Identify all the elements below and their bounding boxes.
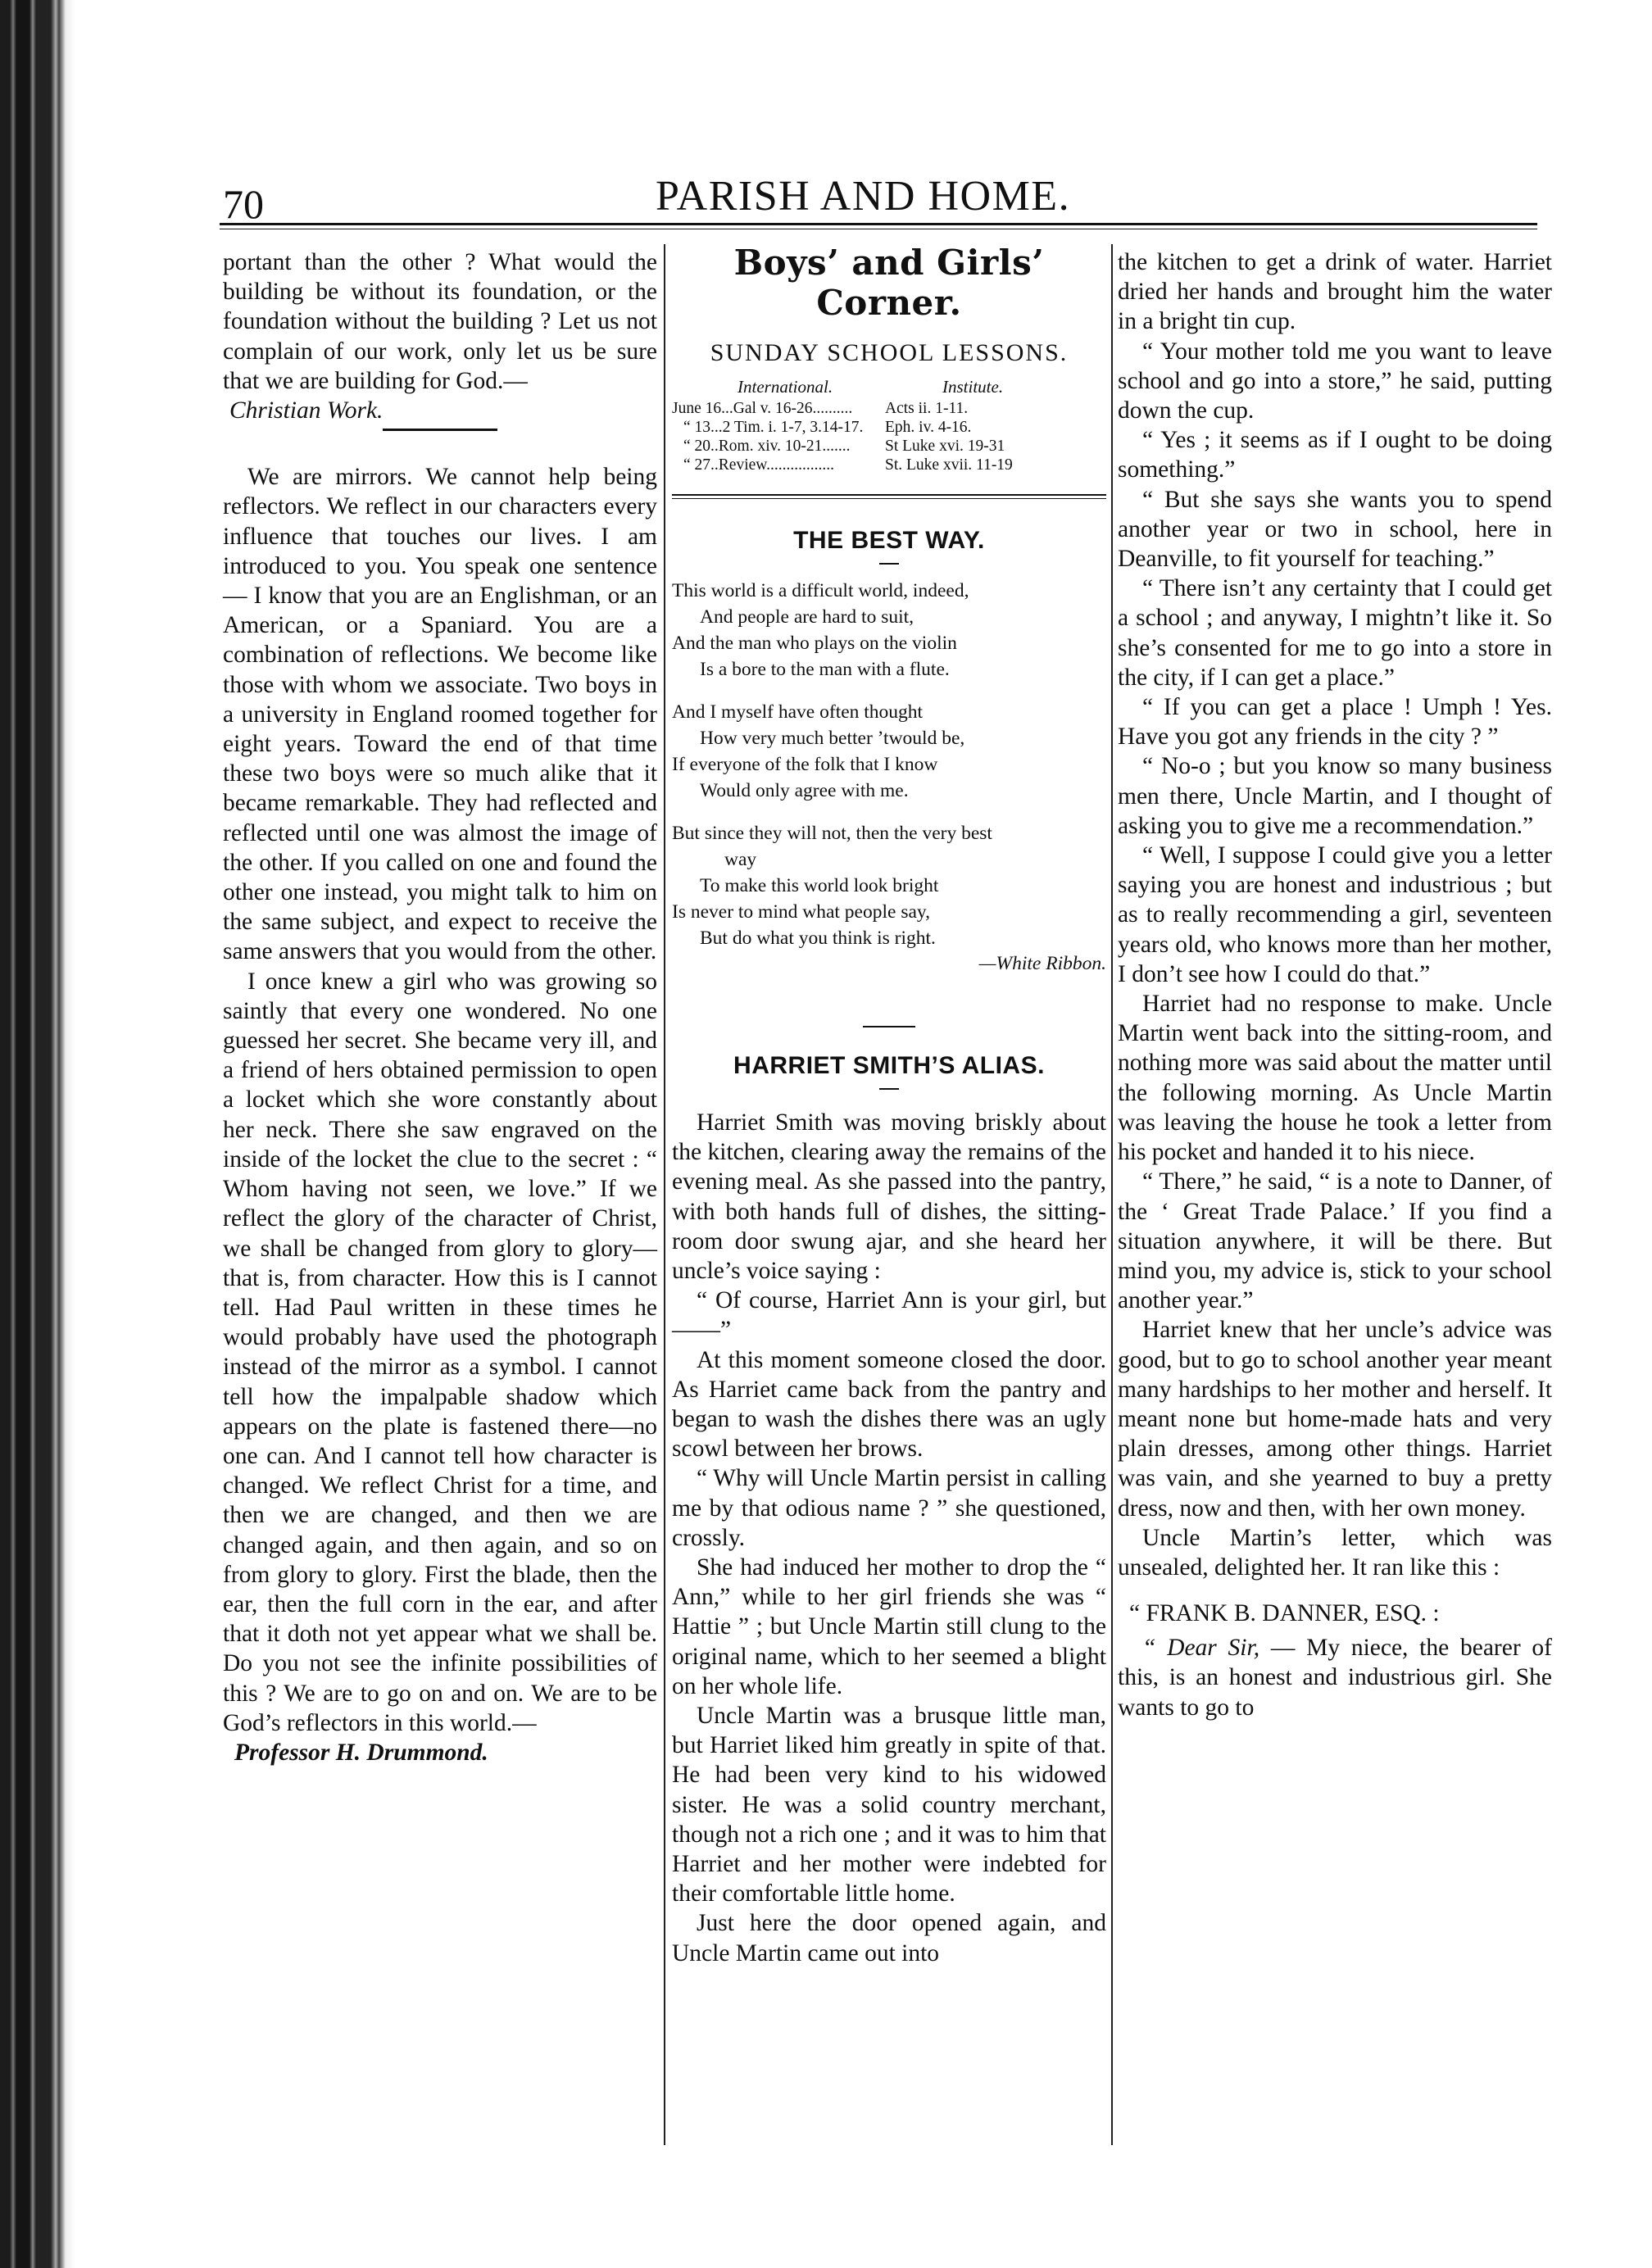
poem-line: way [724, 849, 757, 870]
lessons-table [672, 399, 1106, 474]
lesson-row [672, 399, 1106, 418]
intro-source: Christian Work. [229, 397, 384, 424]
corner-title: Boys’ and Girls’ Corner. [733, 243, 1045, 323]
story-paragraph: “ Why will Uncle Martin persist in calling me by that odious name ? ” she questioned, crossly. [672, 1465, 1106, 1551]
letter-salutation: “ Dear Sir, [1142, 1635, 1260, 1662]
story-title-rule [879, 1088, 899, 1090]
lessons-header-institute: Institute. [942, 377, 1004, 397]
poem-line: And the man who plays on the violin [672, 633, 957, 654]
poem-source: —White Ribbon. [978, 953, 1106, 974]
header-rule-top [220, 223, 1537, 225]
column-middle [672, 243, 1106, 1968]
poem-title: THE BEST WAY. [793, 527, 985, 554]
sunday-school-title: SUNDAY SCHOOL LESSONS. [710, 339, 1069, 366]
lesson-row [672, 418, 1106, 437]
story-paragraph: Uncle Martin’s letter, which was unsealed, delighted her. It ran like this : [1118, 1524, 1552, 1581]
page-number: 70 [223, 181, 264, 227]
letter-addressee: “ FRANK B. DANNER, ESQ. : [1129, 1600, 1440, 1627]
lesson-international: “ 27..Review................. [683, 456, 834, 474]
story-paragraph: “ Yes ; it seems as if I ought to be doing something.” [1118, 427, 1552, 483]
story-title: HARRIET SMITH’S ALIAS. [733, 1052, 1045, 1079]
poem-line: If everyone of the folk that I know [672, 754, 938, 775]
book-binding-edge [0, 0, 75, 2268]
story-paragraph: “ If you can get a place ! Umph ! Yes. Have you got any friends in the city ? ” [1118, 694, 1552, 751]
running-head: PARISH AND HOME. [656, 173, 1071, 220]
lessons-header-international: International. [738, 377, 833, 397]
poem-line: Would only agree with me. [700, 780, 909, 801]
poem-line: Is never to mind what people say, [672, 901, 930, 923]
lesson-institute: St. Luke xvii. 11-19 [885, 456, 1013, 474]
story-paragraph: Uncle Martin was a brusque little man, but Harriet liked him greatly in spite of that. He had been very kind to his widowed sister. He was a solid country merchant, though not a rich one ; and it was to him that Harriet and her mother were indebted for their comfortable little home. [672, 1703, 1106, 1907]
section-rule [383, 429, 497, 431]
poem-line: But since they will not, then the very best [672, 823, 992, 844]
mirrors-paragraph: We are mirrors. We cannot help being reflectors. We reflect in our characters every influence that touches our lives. I am introduced to you. You speak one sentence— I know that you are an Englishman, or an American, or a Spaniard. You are a combination of reflections. We become like those with whom we associate. Two boys in a university in England roomed together for eight years. Toward the end of that time these two boys were so much alike that it became remarkable. They had reflected and reflected until one was almost the image of the other. If you called on one and found the other one instead, you might talk to him on the same subject, and expect to receive the same answers that you would from the other. [223, 464, 657, 965]
story-paragraph: At this moment someone closed the door. As Harriet came back from the pantry and began to wash the dishes there was an ugly scowl between her brows. [672, 1346, 1106, 1463]
story-paragraph: “ Of course, Harriet Ann is your girl, but——” [672, 1287, 1106, 1344]
poem-line: And I myself have often thought [672, 701, 924, 723]
poem [672, 578, 1106, 951]
lesson-international: “ 20..Rom. xiv. 10-21....... [683, 438, 851, 455]
poem-line: And people are hard to suit, [700, 606, 914, 628]
story-separator-rule [863, 1026, 915, 1027]
lesson-institute: Eph. iv. 4-16. [885, 419, 972, 436]
poem-line: This world is a difficult world, indeed, [672, 580, 969, 601]
lessons-rule [672, 494, 1106, 499]
poem-line: But do what you think is right. [700, 928, 936, 949]
story-paragraph: “ Well, I suppose I could give you a letter saying you are honest and industrious ; but as to really recommending a girl, seventeen years old, who knows more than her mother, I don’t see how I could do that.” [1118, 842, 1552, 987]
story-paragraph: “ But she says she wants you to spend another year or two in school, here in Deanville, to fit yourself for teaching.” [1118, 486, 1552, 573]
column-divider-left [664, 244, 665, 2145]
poem-stanza [672, 578, 1106, 683]
story-paragraph: “ No-o ; but you know so many business men there, Uncle Martin, and I thought of asking you to give me a recommendation.” [1118, 753, 1552, 839]
poem-title-rule [879, 563, 899, 565]
column-divider-right [1111, 244, 1113, 2145]
story-paragraph: the kitchen to get a drink of water. Harriet dried her hands and brought him the water in a bright tin cup. [1118, 249, 1552, 335]
story-paragraph: “ There,” he said, “ is a note to Danner, of the ‘ Great Trade Palace.’ If you find a situation anywhere, it will be there. But mind you, my advice is, stick to your school another year.” [1118, 1168, 1552, 1314]
lesson-row [672, 456, 1106, 474]
story-paragraph: Harriet knew that her uncle’s advice was good, but to go to school another year meant many hardships to her mother and herself. It meant none but home-made hats and very plain dresses, among other things. Harriet was vain, and she yearned to buy a pretty dress, now and then, with her own money. [1118, 1317, 1552, 1522]
story-paragraph: “ Your mother told me you want to leave school and go into a store,” he said, putting down the cup. [1118, 338, 1552, 424]
closing-source: Professor H. Drummond. [234, 1739, 488, 1766]
column-left [223, 247, 657, 1767]
letter-text: — My niece, the bearer of this, is an honest and industrious girl. She wants to go to [1118, 1635, 1552, 1721]
lessons-header [672, 377, 1106, 397]
story-paragraph: “ There isn’t any certainty that I could get a school ; and anyway, I mightn’t like it. So she’s consented for me to go into a store in the city, if I can get a place.” [1118, 575, 1552, 691]
poem-line: How very much better ’twould be, [700, 728, 965, 749]
lesson-international: June 16...Gal v. 16-26.......... [672, 400, 853, 417]
letter-body [1118, 1633, 1552, 1722]
poem-line: To make this world look bright [700, 875, 939, 896]
lesson-institute: St Luke xvi. 19-31 [885, 438, 1005, 455]
poem-line: Is a bore to the man with a flute. [700, 659, 950, 680]
lesson-institute: Acts ii. 1-11. [885, 400, 969, 417]
poem-stanza [672, 699, 1106, 804]
story-paragraph: Harriet Smith was moving briskly about the kitchen, clearing away the remains of the evening meal. As she passed into the pantry, with both hands full of dishes, the sitting-room door swung ajar, and she heard her uncle’s voice saying : [672, 1109, 1106, 1285]
poem-stanza [672, 820, 1106, 951]
story-paragraph: Harriet had no response to make. Uncle Martin went back into the sitting-room, and nothing more was said about the matter until the following morning. As Uncle Martin was leaving the house he took a letter from his pocket and handed it to his niece. [1118, 991, 1552, 1166]
lesson-international: “ 13...2 Tim. i. 1-7, 3.14-17. [683, 419, 864, 436]
story-paragraph: Just here the door opened again, and Uncle Martin came out into [672, 1910, 1106, 1966]
lesson-row [672, 437, 1106, 456]
story-paragraph: She had induced her mother to drop the “ Ann,” while to her girl friends she was “ Hattie ” ; but Uncle Martin still clung to the original name, which to her seemed a blight on her whole life. [672, 1554, 1106, 1699]
locket-paragraph: I once knew a girl who was growing so saintly that every one wondered. No one guessed her secret. She became very ill, and a friend of hers obtained permission to open a locket which she wore constantly about her neck. There she saw engraved on the inside of the locket the clue to the secret : “ Whom having not seen, we love.” If we reflect the glory of the character of Christ, we shall be changed from glory to glory—that is, from character. How this is I cannot tell. Had Paul written in these times he would probably have used the photograph instead of the mirror as a symbol. I cannot tell how the impalpable shadow which appears on the plate is fastened there—no one can. And I cannot tell how character is changed. We reflect Christ for a time, and then we are changed, and then we are changed again, and then again, and so on from glory to glory. First the blade, then the ear, then the full corn in the ear, and after that it doth not yet appear what we shall be. Do you not see the infinite possibilities of this ? We are to go on and on. We are to be God’s reflectors in this world.— [223, 968, 657, 1736]
intro-paragraph: portant than the other ? What would the building be without its foundation, or the foundation without the building ? Let us not complain of our work, only let us be sure that we are building for God.— [223, 249, 657, 394]
column-right [1118, 247, 1552, 1722]
